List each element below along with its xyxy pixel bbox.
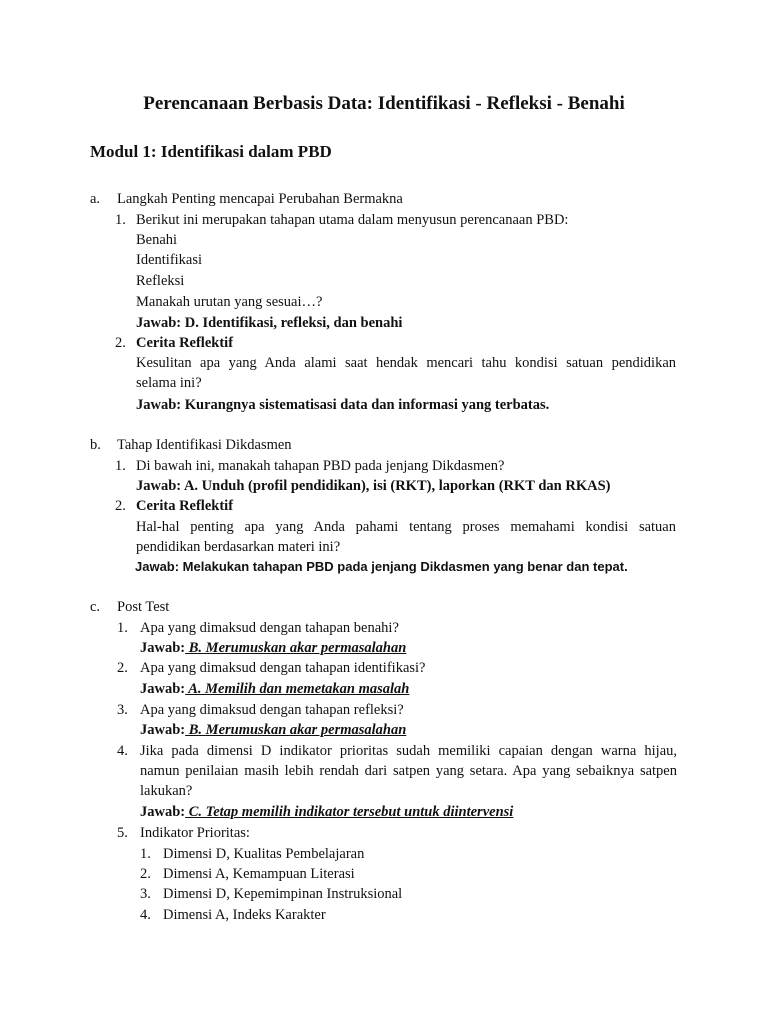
b-q2-text-line1: Hal-hal penting apa yang Anda pahami tentang proses memahami kondisi satuan <box>136 519 676 535</box>
c-q4-text-line2: namun penilaian masih lebih rendah dari satpen yang setara. Apa yang sebaiknya satpen <box>140 763 677 779</box>
c-q1-answer <box>140 638 406 658</box>
section-b-heading: Tahap Identifikasi Dikdasmen <box>117 437 292 453</box>
c-q2-number: 2. <box>117 660 128 676</box>
b-q1-number: 1. <box>115 458 126 474</box>
section-c-heading: Post Test <box>117 599 170 615</box>
c-q5-sub-item: Dimensi A, Kemampuan Literasi <box>163 866 355 882</box>
a-q1-answer: Jawab: D. Identifikasi, refleksi, dan benahi <box>136 315 403 331</box>
c-q2-answer <box>140 679 409 699</box>
c-q5-sub-item: Dimensi D, Kepemimpinan Instruksional <box>163 886 403 902</box>
a-q2-answer: Jawab: Kurangnya sistematisasi data dan informasi yang terbatas. <box>136 397 550 413</box>
c-q3-text: Apa yang dimaksud dengan tahapan refleksi? <box>140 702 404 718</box>
c-q4-number: 4. <box>117 743 128 759</box>
a-q1-number: 1. <box>115 212 126 228</box>
section-b-marker: b. <box>90 437 101 453</box>
a-q2-heading: Cerita Reflektif <box>136 335 234 351</box>
answer-label: Jawab: <box>140 804 186 820</box>
answer-text: A. Memilih dan memetakan masalah <box>185 681 410 697</box>
c-q4-answer <box>140 802 513 822</box>
c-q3-answer <box>140 720 406 740</box>
a-q1-text: Berikut ini merupakan tahapan utama dalam menyusun perencanaan PBD: <box>136 212 569 228</box>
b-q2-heading: Cerita Reflektif <box>136 498 234 514</box>
c-q1-text: Apa yang dimaksud dengan tahapan benahi? <box>140 620 399 636</box>
answer-text: B. Merumuskan akar permasalahan <box>185 640 407 656</box>
b-q2-text-line2: pendidikan berdasarkan materi ini? <box>136 539 341 555</box>
b-q1-answer: Jawab: A. Unduh (profil pendidikan), isi (RKT), laporkan (RKT dan RKAS) <box>136 478 611 494</box>
b-q2-answer: Jawab: Melakukan tahapan PBD pada jenjang Dikdasmen yang benar dan tepat. <box>135 559 628 574</box>
a-q2-number: 2. <box>115 335 126 351</box>
section-c-marker: c. <box>90 599 101 615</box>
a-q1-option: Identifikasi <box>136 252 203 268</box>
a-q2-text-line2: selama ini? <box>136 375 202 391</box>
c-q3-number: 3. <box>117 702 128 718</box>
answer-label: Jawab: <box>140 722 186 738</box>
section-a-marker: a. <box>90 191 101 207</box>
c-q4-text-line3: lakukan? <box>140 783 193 799</box>
c-q5-sub-item: Dimensi D, Kualitas Pembelajaran <box>163 846 365 862</box>
c-q5-sub-number: 4. <box>140 907 151 923</box>
a-q1-question: Manakah urutan yang sesuai…? <box>136 294 323 310</box>
document-title: Perencanaan Berbasis Data: Identifikasi - Refleksi - Benahi <box>143 93 625 114</box>
c-q5-sub-number: 3. <box>140 886 151 902</box>
c-q4-text-line1: Jika pada dimensi D indikator prioritas sudah memiliki capaian dengan warna hijau, <box>140 743 677 759</box>
answer-label: Jawab: <box>140 681 186 697</box>
answer-label: Jawab: <box>140 640 186 656</box>
module-heading: Modul 1: Identifikasi dalam PBD <box>90 142 332 161</box>
a-q2-text-line1: Kesulitan apa yang Anda alami saat hendak mencari tahu kondisi satuan pendidikan <box>136 355 676 371</box>
c-q1-number: 1. <box>117 620 128 636</box>
b-q1-text: Di bawah ini, manakah tahapan PBD pada jenjang Dikdasmen? <box>136 458 505 474</box>
answer-text: C. Tetap memilih indikator tersebut untuk diintervensi <box>185 804 514 820</box>
c-q5-sub-number: 2. <box>140 866 151 882</box>
answer-text: B. Merumuskan akar permasalahan <box>185 722 407 738</box>
c-q5-text: Indikator Prioritas: <box>140 825 250 841</box>
c-q5-number: 5. <box>117 825 128 841</box>
section-a-heading: Langkah Penting mencapai Perubahan Bermakna <box>117 191 403 207</box>
c-q2-text: Apa yang dimaksud dengan tahapan identifikasi? <box>140 660 426 676</box>
a-q1-option: Refleksi <box>136 273 185 289</box>
c-q5-sub-item: Dimensi A, Indeks Karakter <box>163 907 326 923</box>
c-q5-sub-number: 1. <box>140 846 151 862</box>
a-q1-option: Benahi <box>136 232 178 248</box>
b-q2-number: 2. <box>115 498 126 514</box>
